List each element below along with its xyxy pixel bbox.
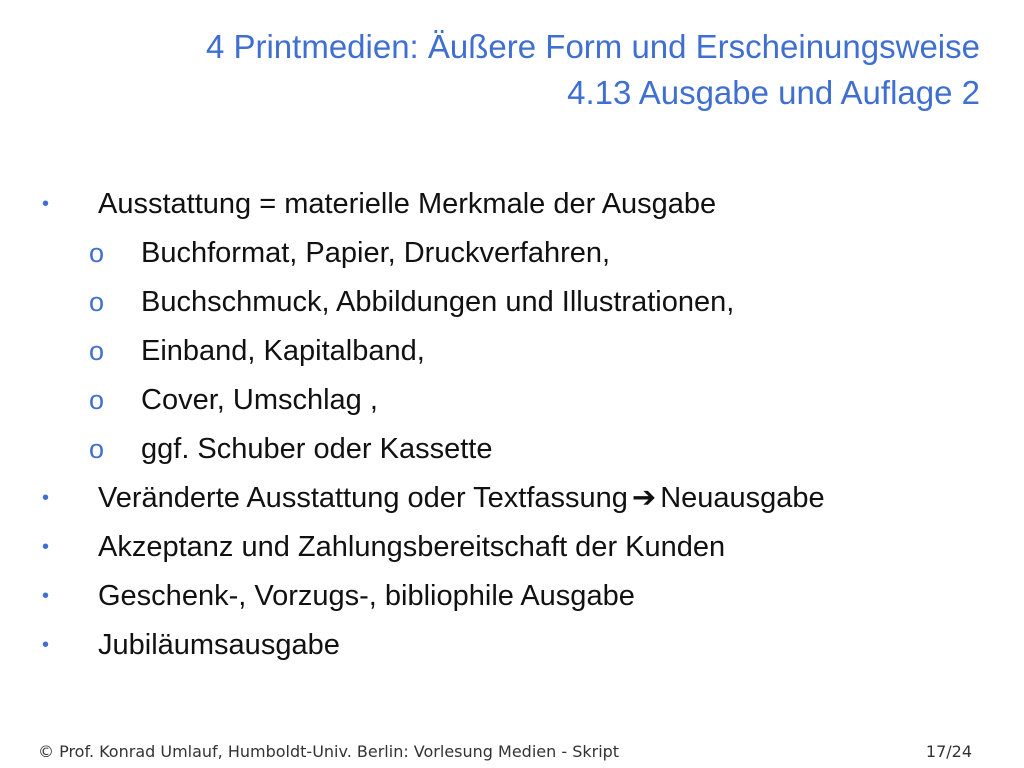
right-arrow-icon: ➔ xyxy=(631,482,657,514)
bullet-item xyxy=(0,523,1024,572)
bullet-text-part: Veränderte Ausstattung oder Textfassung xyxy=(98,482,628,514)
bullet-item xyxy=(0,180,1024,229)
sub-bullet-item xyxy=(0,229,1024,278)
bullet-text: Geschenk-, Vorzugs-, bibliophile Ausgabe xyxy=(98,580,635,612)
bullet-dot-icon: • xyxy=(42,193,50,215)
bullet-dot-icon: • xyxy=(42,585,50,607)
sub-bullet-item xyxy=(0,425,1024,474)
slide-footer xyxy=(0,742,1024,764)
bullet-item xyxy=(0,572,1024,621)
page-number: 17/24 xyxy=(925,742,972,761)
bullet-dot-icon: • xyxy=(42,536,50,558)
sub-bullet-item xyxy=(0,376,1024,425)
sub-bullet-item xyxy=(0,278,1024,327)
sub-bullet-text: ggf. Schuber oder Kassette xyxy=(141,433,493,465)
sub-bullet-text: Buchschmuck, Abbildungen und Illustrationen, xyxy=(141,286,735,318)
bullet-text: Akzeptanz und Zahlungsbereitschaft der Kunden xyxy=(98,531,726,563)
title-line-1: 4 Printmedien: Äußere Form und Erscheinungsweise xyxy=(205,28,980,65)
bullet-circle-icon: o xyxy=(89,336,105,366)
footer-copyright: © Prof. Konrad Umlauf, Humboldt-Univ. Berlin: Vorlesung Medien - Skript xyxy=(38,742,620,761)
sub-bullet-item xyxy=(0,327,1024,376)
bullet-item xyxy=(0,621,1024,670)
bullet-text-part: Neuausgabe xyxy=(660,482,825,514)
bullet-list xyxy=(0,180,1024,670)
bullet-dot-icon: • xyxy=(42,634,50,656)
bullet-circle-icon: o xyxy=(89,385,105,415)
bullet-text: Jubiläumsausgabe xyxy=(98,629,340,661)
bullet-circle-icon: o xyxy=(89,238,105,268)
title-line-2: 4.13 Ausgabe und Auflage 2 xyxy=(567,74,980,111)
slide-title xyxy=(40,24,980,116)
bullet-circle-icon: o xyxy=(89,434,105,464)
sub-bullet-text: Buchformat, Papier, Druckverfahren, xyxy=(141,237,611,269)
bullet-text xyxy=(98,474,825,523)
bullet-circle-icon: o xyxy=(89,287,105,317)
sub-bullet-text: Einband, Kapitalband, xyxy=(141,335,425,367)
bullet-dot-icon: • xyxy=(42,487,50,509)
bullet-text: Ausstattung = materielle Merkmale der Ausgabe xyxy=(98,188,717,220)
bullet-item xyxy=(0,474,1024,523)
sub-bullet-text: Cover, Umschlag , xyxy=(141,384,378,416)
